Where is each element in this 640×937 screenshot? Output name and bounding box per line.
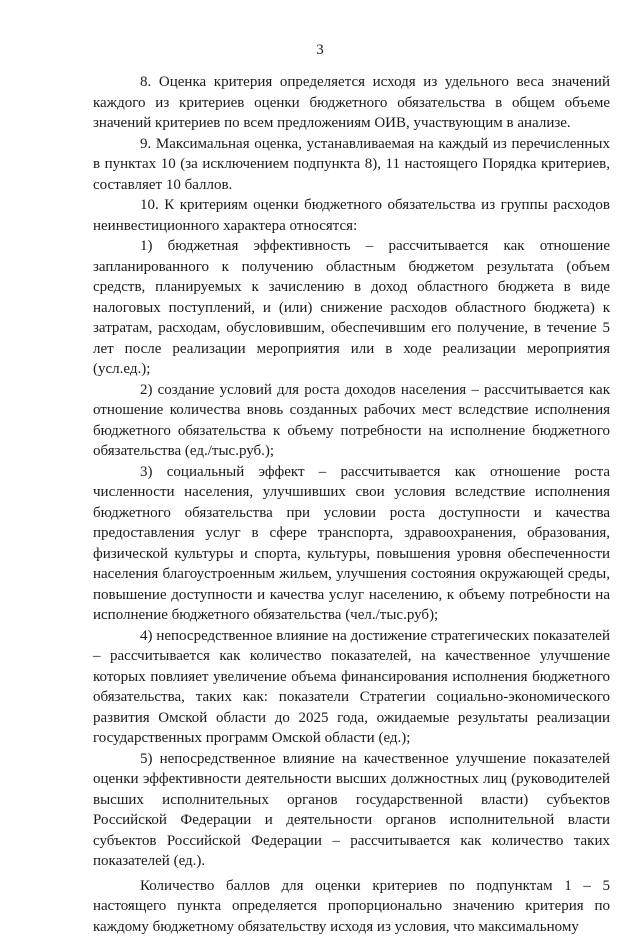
paragraph-8: 8. Оценка критерия определяется исходя из удельного веса значений каждого из критериев оценки бюджетного обязательства в общем объеме значений критериев по всем предложениям ОИВ, участвующим в анализе. bbox=[93, 72, 610, 134]
scoring-paragraph: Количество баллов для оценки критериев по подпунктам 1 – 5 настоящего пункта определяется пропорционально значению критерия по каждому бюджетному обязательству исходя из условия, что максимальному bbox=[93, 876, 610, 937]
page-number: 3 bbox=[0, 40, 640, 61]
criterion-4-strategic-indicators: 4) непосредственное влияние на достижение стратегических показателей – рассчитывается как количество показателей, на качественное улучшение которых повлияет увеличение объема финансирования исполнения бюджетного обязательства, таких как: показатели Стратегии социально-экономического развития Омской области до 2025 года, ожидаемые результаты реализации государственных программ Омской области (ед.); bbox=[93, 626, 610, 749]
criterion-3-social-effect: 3) социальный эффект – рассчитывается как отношение роста численности населения, улучшивших свои условия вследствие исполнения бюджетного обязательства при условии роста доступности и качества предоставления услуг в сфере транспорта, здравоохранения, образования, физической культуры и спорта, культуры, повышения уровня обеспеченности населения благоустроенным жильем, улучшения состояния окружающей среды, повышение доступности и качества услуг населению, к объему потребности на исполнение бюджетного обязательства (чел./тыс.руб); bbox=[93, 462, 610, 626]
criterion-2-income-growth: 2) создание условий для роста доходов населения – рассчитывается как отношение количества вновь созданных рабочих мест вследствие исполнения бюджетного обязательства к объему потребности на исполнение бюджетного обязательства (ед./тыс.руб.); bbox=[93, 380, 610, 462]
document-body bbox=[93, 72, 610, 937]
criterion-5-official-performance: 5) непосредственное влияние на качественное улучшение показателей оценки эффективности деятельности высших должностных лиц (руководителей высших исполнительных органов государственной власти) субъектов Российской Федерации и деятельности органов исполнительной власти субъектов Российской Федерации – рассчитывается как количество таких показателей (ед.). bbox=[93, 749, 610, 872]
paragraph-10-intro: 10. К критериям оценки бюджетного обязательства из группы расходов неинвестиционного характера относятся: bbox=[93, 195, 610, 236]
paragraph-9: 9. Максимальная оценка, устанавливаемая на каждый из перечисленных в пунктах 10 (за исключением подпункта 8), 11 настоящего Порядка критериев, составляет 10 баллов. bbox=[93, 134, 610, 196]
criterion-1-budget-efficiency: 1) бюджетная эффективность – рассчитывается как отношение запланированного к получению областным бюджетом результата (объем средств, планируемых к зачислению в доход областного бюджета в виде налоговых поступлений, и (или) снижение расходов областного бюджета) к затратам, расходам, обусловившим, обеспечившим его получение, в течение 5 лет после реализации мероприятия или в ходе реализации мероприятия (усл.ед.); bbox=[93, 236, 610, 380]
